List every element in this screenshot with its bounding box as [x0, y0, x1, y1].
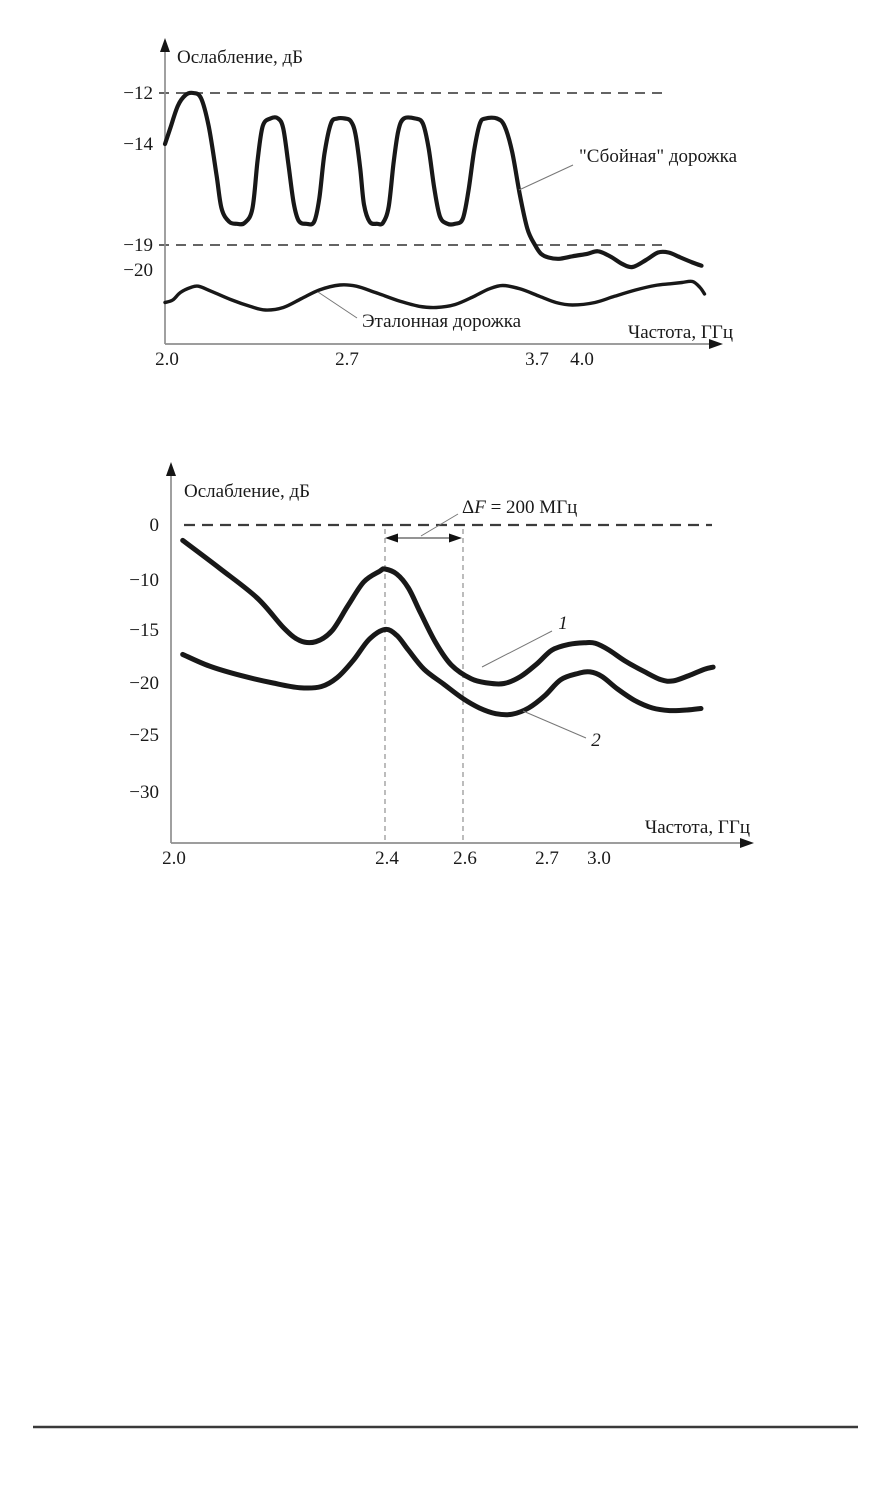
- top-chart-x-tick-3.7: 3.7: [525, 349, 549, 370]
- bottom-chart-y-tick-0: 0: [149, 515, 159, 536]
- bottom-chart-x-tick-2.4: 2.4: [375, 848, 399, 869]
- bottom-chart-x-tick-3: 3.0: [587, 848, 611, 869]
- bottom-chart-delta-f-label: ΔF = 200 МГц: [462, 497, 578, 518]
- top-chart-x-tick-2.7: 2.7: [335, 349, 359, 370]
- top-chart-faulty-track-leader: [519, 165, 573, 190]
- bottom-chart-y-tick--15: −15: [129, 620, 159, 641]
- top-chart-faulty-track-label: "Сбойная" дорожка: [579, 146, 738, 167]
- bottom-chart-curve-1-label: 1: [558, 613, 568, 634]
- bottom-chart-x-tick-2.6: 2.6: [453, 848, 477, 869]
- bottom-chart-y-axis-arrow-icon: [166, 462, 176, 476]
- top-chart-reference-track-leader: [318, 292, 357, 318]
- bottom-chart: [129, 462, 754, 869]
- bottom-chart-x-tick-2.7: 2.7: [535, 848, 559, 869]
- bottom-chart-y-tick--10: −10: [129, 570, 159, 591]
- top-chart-x-tick-4: 4.0: [570, 349, 594, 370]
- top-chart: [123, 38, 737, 370]
- top-chart-x-tick-2: 2.0: [155, 349, 179, 370]
- bottom-chart-curve-2: [183, 629, 701, 714]
- bottom-chart-curve-2-label: 2: [591, 730, 601, 751]
- bottom-chart-curve-2-leader: [523, 711, 586, 738]
- bottom-chart-y-tick--30: −30: [129, 782, 159, 803]
- top-chart-y-tick--12: −12: [123, 83, 153, 104]
- top-chart-reference-track-label: Эталонная дорожка: [362, 311, 522, 332]
- top-chart-x-axis-title: Частота, ГГц: [627, 322, 733, 343]
- top-chart-y-axis-title: Ослабление, дБ: [177, 47, 304, 68]
- bottom-chart-y-tick--25: −25: [129, 725, 159, 746]
- top-chart-y-tick--14: −14: [123, 134, 153, 155]
- top-chart-reference-track-curve: [165, 281, 705, 310]
- bottom-chart-y-tick--20: −20: [129, 673, 159, 694]
- top-chart-y-axis-arrow-icon: [160, 38, 170, 52]
- bottom-chart-y-axis-title: Ослабление, дБ: [184, 481, 311, 502]
- top-chart-faulty-track-curve: [165, 93, 702, 267]
- bottom-chart-delta-arrow-right-icon: [449, 534, 462, 543]
- bottom-chart-delta-arrow-left-icon: [385, 534, 398, 543]
- top-chart-y-tick--19: −19: [123, 235, 153, 256]
- bottom-chart-curve-1: [183, 540, 713, 684]
- bottom-chart-x-axis-arrow-icon: [740, 838, 754, 848]
- bottom-chart-x-tick-2: 2.0: [162, 848, 186, 869]
- top-chart-y-tick--20: −20: [123, 260, 153, 281]
- bottom-chart-x-axis-title: Частота, ГГц: [644, 817, 750, 838]
